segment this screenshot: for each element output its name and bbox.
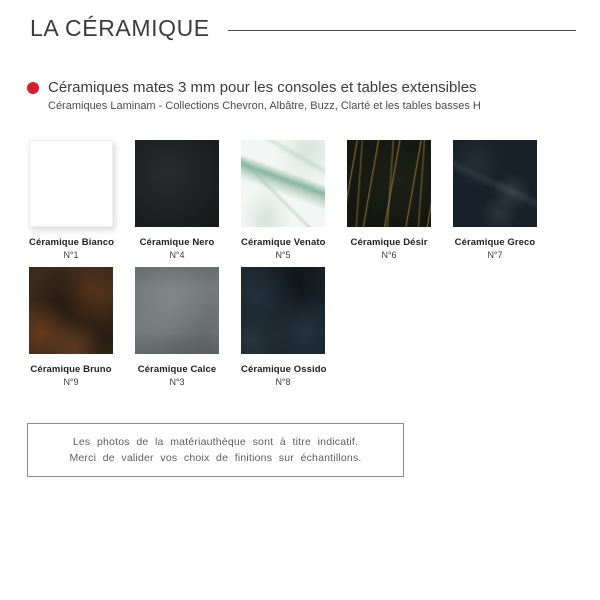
swatch-ceramique-nero xyxy=(135,140,219,227)
sample-card-ossido xyxy=(241,267,325,387)
sample-number: N°3 xyxy=(169,377,185,387)
notice-line-2: Merci de valider vos choix de finitions sur échantillons. xyxy=(69,452,362,464)
page-header xyxy=(0,0,600,42)
sample-number: N°7 xyxy=(487,250,503,260)
sample-number: N°4 xyxy=(169,250,185,260)
swatch-ceramique-venato xyxy=(241,140,325,227)
sample-number: N°9 xyxy=(63,377,79,387)
red-bullet-icon xyxy=(27,82,39,94)
sample-name: Céramique Bianco xyxy=(29,237,115,248)
title-rule xyxy=(228,30,576,31)
swatch-row-2 xyxy=(29,267,325,387)
sample-card-calce xyxy=(135,267,219,387)
sample-card-nero xyxy=(135,140,219,260)
sample-number: N°1 xyxy=(63,250,79,260)
notice-line-1: Les photos de la matériauthèque sont à titre indicatif. xyxy=(72,436,359,448)
section-subheading: Céramiques Laminam - Collections Chevron, Albâtre, Buzz, Clarté et les tables basses H xyxy=(48,100,481,112)
sample-card-desir xyxy=(347,140,431,260)
sample-name: Céramique Calce xyxy=(137,364,217,375)
section-heading: Céramiques mates 3 mm pour les consoles et tables extensibles xyxy=(48,79,477,96)
swatch-ceramique-bruno xyxy=(29,267,113,354)
swatch-ceramique-calce xyxy=(135,267,219,354)
section-intro xyxy=(27,79,600,112)
sample-card-bruno xyxy=(29,267,113,387)
swatch-ceramique-desir xyxy=(347,140,431,227)
sample-name: Céramique Venato xyxy=(241,237,326,248)
sample-number: N°6 xyxy=(381,250,397,260)
swatch-ceramique-bianco xyxy=(29,140,113,227)
sample-name: Céramique Désir xyxy=(350,237,428,248)
sample-number: N°5 xyxy=(275,250,291,260)
page-title: LA CÉRAMIQUE xyxy=(30,15,210,41)
sample-name: Céramique Ossido xyxy=(241,364,327,375)
swatch-ceramique-greco xyxy=(453,140,537,227)
swatch-ceramique-ossido xyxy=(241,267,325,354)
sample-name: Céramique Greco xyxy=(454,237,536,248)
sample-card-greco xyxy=(453,140,537,260)
sample-card-bianco xyxy=(29,140,113,260)
sample-name: Céramique Bruno xyxy=(30,364,112,375)
section-heading-row xyxy=(27,79,600,96)
swatch-row-1 xyxy=(29,140,537,260)
notice-box xyxy=(27,423,404,477)
sample-number: N°8 xyxy=(275,377,291,387)
sample-name: Céramique Nero xyxy=(139,237,215,248)
sample-card-venato xyxy=(241,140,325,260)
